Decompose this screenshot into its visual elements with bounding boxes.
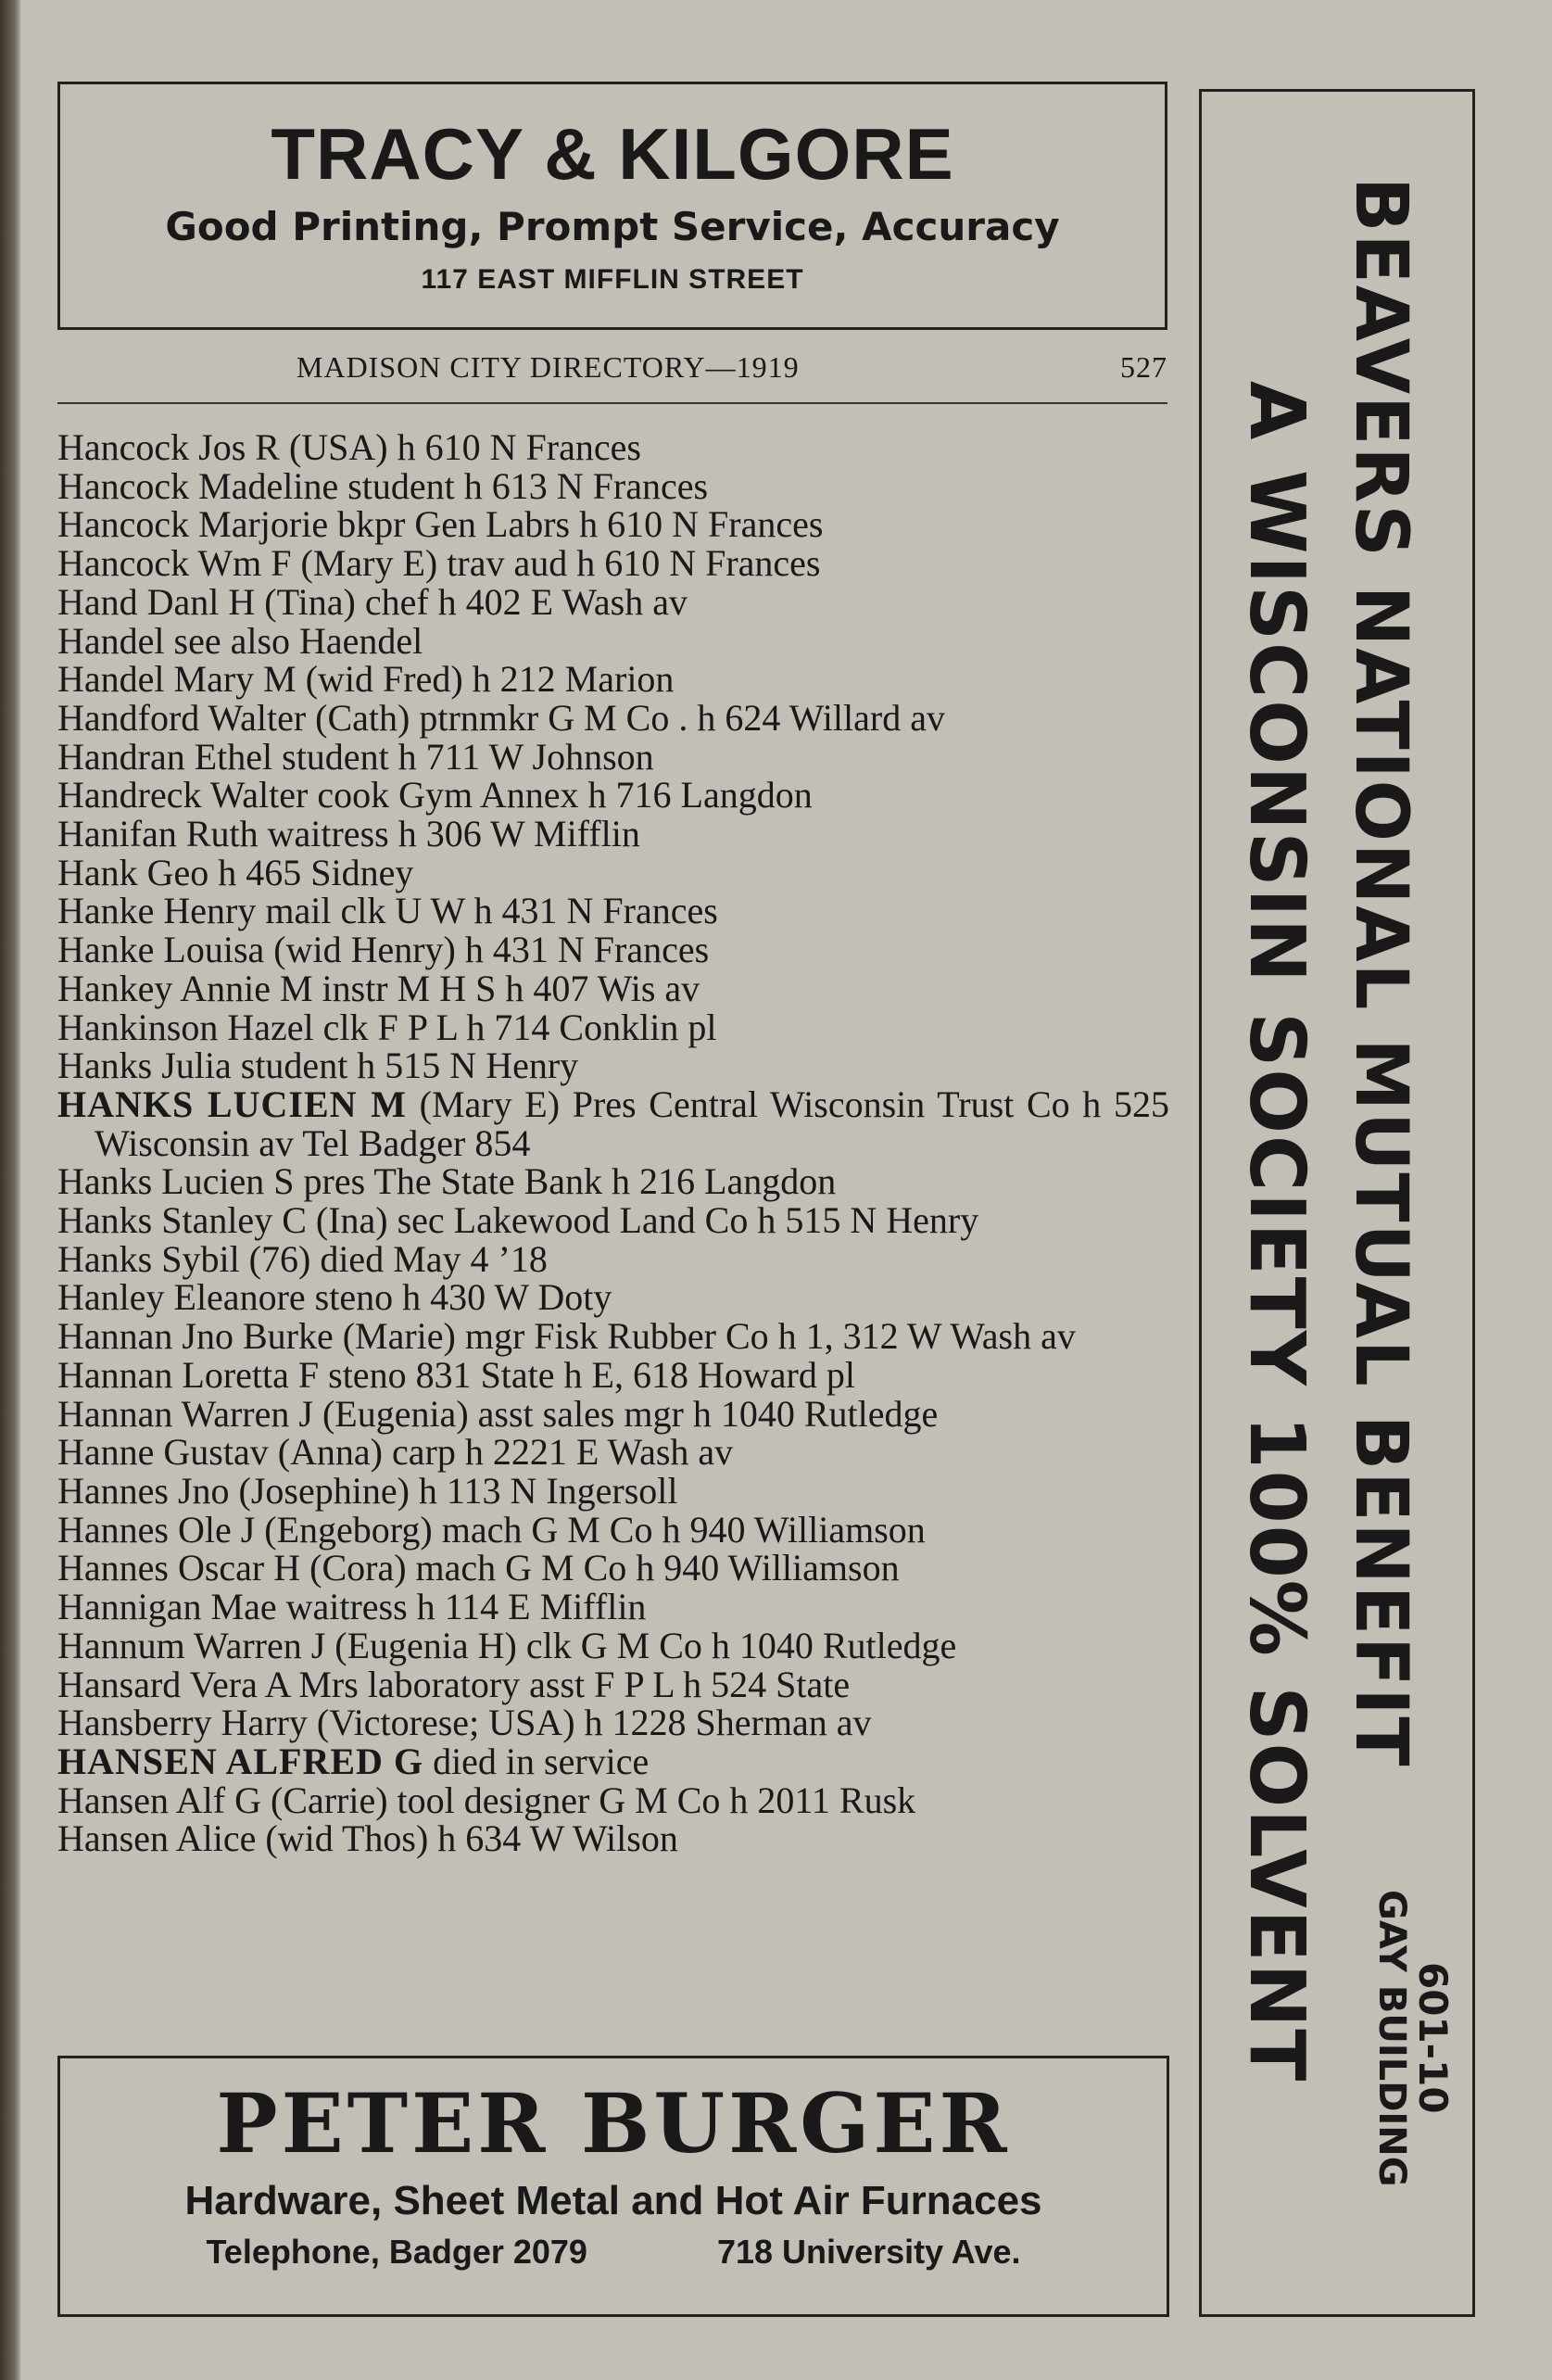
entry-text: Hancock Wm F (Mary E) trav aud h 610 N Frances: [57, 542, 821, 585]
entry-text: Handreck Walter cook Gym Annex h 716 Langdon: [57, 774, 813, 817]
side-ad-line-2: A WISCONSIN SOCIETY 100% SOLVENT: [1232, 380, 1320, 2083]
directory-entry: [57, 1703, 1169, 1742]
entry-text: Hancock Jos R (USA) h 610 N Frances: [57, 426, 641, 468]
directory-entry: [57, 1624, 1169, 1666]
entry-text: Hancock Madeline student h 613 N Frances: [57, 464, 709, 507]
entry-text: Handran Ethel student h 711 W Johnson: [57, 735, 654, 778]
directory-entry: [57, 1781, 1169, 1820]
directory-entry: [57, 815, 1169, 854]
directory-entry: [57, 696, 1169, 739]
directory-entry: [57, 464, 1169, 507]
entry-text: Hannes Oscar H (Cora) mach G M Co h 940 Williamson: [57, 1547, 900, 1589]
entry-text: Hansard Vera A Mrs laboratory asst F P L h 524 State: [57, 1663, 851, 1705]
directory-entry: [57, 1201, 1169, 1240]
directory-entry: [57, 1008, 1169, 1047]
directory-entry: [57, 1508, 1169, 1551]
beavers-side-ad: [1199, 89, 1475, 2317]
directory-entry: [57, 1433, 1169, 1472]
directory-entry: [57, 1353, 1169, 1396]
directory-entry: [57, 1665, 1169, 1704]
directory-entry: [57, 505, 1169, 544]
directory-entry: [57, 580, 1169, 623]
side-ad-line-1: BEAVERS NATIONAL MUTUAL BENEFIT: [1339, 176, 1422, 1768]
directory-title: MADISON CITY DIRECTORY—1919: [297, 350, 800, 384]
ad-address: 718 University Ave.: [716, 2233, 1021, 2271]
entry-text: died in service: [423, 1740, 650, 1782]
directory-entry: [57, 1588, 1169, 1627]
entry-text: Handel see also Haendel: [57, 619, 423, 662]
directory-entry: [57, 1317, 1169, 1356]
directory-entry: [57, 1742, 1169, 1781]
directory-entry: [57, 776, 1169, 815]
entry-text: Hannan Jno Burke (Marie) mgr Fisk Rubber Co h 1, 312 W Wash av: [57, 1315, 1076, 1358]
entry-text: Hannum Warren J (Eugenia H) clk G M Co h 1040 Rutledge: [57, 1624, 957, 1666]
entry-text: Hanne Gustav (Anna) carp h 2221 E Wash av: [57, 1431, 734, 1474]
page-number: 527: [1120, 350, 1167, 384]
directory-entry: [57, 544, 1169, 583]
entry-text: Hannan Loretta F steno 831 State h E, 618 Howard pl: [57, 1353, 855, 1396]
directory-entry: [57, 619, 1169, 662]
entry-text: Hank Geo h 465 Sidney: [57, 851, 414, 893]
ad-contact: [60, 2233, 1167, 2272]
entry-text: Hankey Annie M instr M H S h 407 Wis av: [57, 967, 700, 1009]
ad-slogan: Hardware, Sheet Metal and Hot Air Furnaces: [184, 2178, 1042, 2223]
directory-entry: [57, 1162, 1169, 1201]
ad-telephone: Telephone, Badger 2079: [206, 2233, 587, 2271]
entry-text: Hankinson Hazel clk F P L h 714 Conklin pl: [57, 1006, 717, 1048]
entry-text: Hand Danl H (Tina) chef h 402 E Wash av: [57, 580, 688, 623]
tracy-kilgore-ad: [57, 82, 1167, 330]
directory-entry: [57, 1392, 1169, 1435]
directory-entry: [57, 660, 1169, 699]
entry-text: Hancock Marjorie bkpr Gen Labrs h 610 N Frances: [57, 503, 824, 546]
directory-entry: [57, 1549, 1169, 1588]
directory-entry: [57, 1237, 1169, 1280]
entry-text: Handel Mary M (wid Fred) h 212 Marion: [57, 658, 675, 701]
directory-entry: [57, 1278, 1169, 1317]
directory-entries: [57, 428, 1169, 1858]
entry-bold-name: HANSEN ALFRED G: [57, 1740, 424, 1782]
directory-entry: [57, 1082, 1169, 1164]
ad-address: 117 EAST MIFFLIN STREET: [421, 264, 804, 295]
entry-text: Hansen Alf G (Carrie) tool designer G M Co h 2011 Rusk: [57, 1779, 916, 1821]
entry-text: Hannes Ole J (Engeborg) mach G M Co h 940 Williamson: [57, 1508, 926, 1551]
entry-text: Hanks Lucien S pres The State Bank h 216 Langdon: [57, 1160, 837, 1203]
ad-firm-name: PETER BURGER: [216, 2075, 1011, 2171]
entry-text: Hanke Louisa (wid Henry) h 431 N Frances: [57, 929, 710, 971]
entry-text: Hanke Henry mail clk U W h 431 N Frances: [57, 890, 718, 932]
entry-text: Hanks Sybil (76) died May 4 ’18: [57, 1237, 548, 1280]
page-binding-edge: [0, 0, 20, 2380]
directory-entry: [57, 1819, 1169, 1858]
entry-text: (Mary E) Pres Central Wisconsin Trust Co h 525 Wisconsin av Tel Badger 854: [95, 1082, 1169, 1164]
side-ad-address-number: 601-10: [1410, 1962, 1456, 2114]
entry-text: Hannan Warren J (Eugenia) asst sales mgr h 1040 Rutledge: [57, 1392, 939, 1435]
entry-text: Hansberry Harry (Victorese; USA) h 1228 Sherman av: [57, 1702, 872, 1744]
entry-text: Handford Walter (Cath) ptrnmkr G M Co . h 624 Willard av: [57, 696, 945, 739]
directory-entry: [57, 1046, 1169, 1085]
directory-entry: [57, 969, 1169, 1008]
entry-text: Hanks Stanley C (Ina) sec Lakewood Land Co h 515 N Henry: [57, 1199, 979, 1242]
entry-text: Hannigan Mae waitress h 114 E Mifflin: [57, 1586, 647, 1628]
entry-text: Hanks Julia student h 515 N Henry: [57, 1044, 579, 1087]
running-head: [57, 350, 1167, 404]
entry-text: Hanley Eleanore steno h 430 W Doty: [57, 1276, 612, 1319]
directory-entry: [57, 851, 1169, 893]
entry-text: Hannes Jno (Josephine) h 113 N Ingersoll: [57, 1469, 678, 1512]
entry-bold-name: HANKS LUCIEN M: [57, 1082, 407, 1125]
ad-firm-name: TRACY & KILGORE: [271, 113, 954, 195]
directory-entry: [57, 930, 1169, 969]
side-ad-address-building: GAY BUILDING: [1370, 1889, 1413, 2187]
directory-entry: [57, 735, 1169, 778]
ad-slogan: Good Printing, Prompt Service, Accuracy: [165, 204, 1060, 249]
directory-entry: [57, 428, 1169, 467]
entry-text: Hanifan Ruth waitress h 306 W Mifflin: [57, 813, 640, 855]
peter-burger-ad: [57, 2056, 1169, 2317]
directory-entry: [57, 892, 1169, 930]
entry-text: Hansen Alice (wid Thos) h 634 W Wilson: [57, 1817, 678, 1860]
directory-entry: [57, 1469, 1169, 1512]
